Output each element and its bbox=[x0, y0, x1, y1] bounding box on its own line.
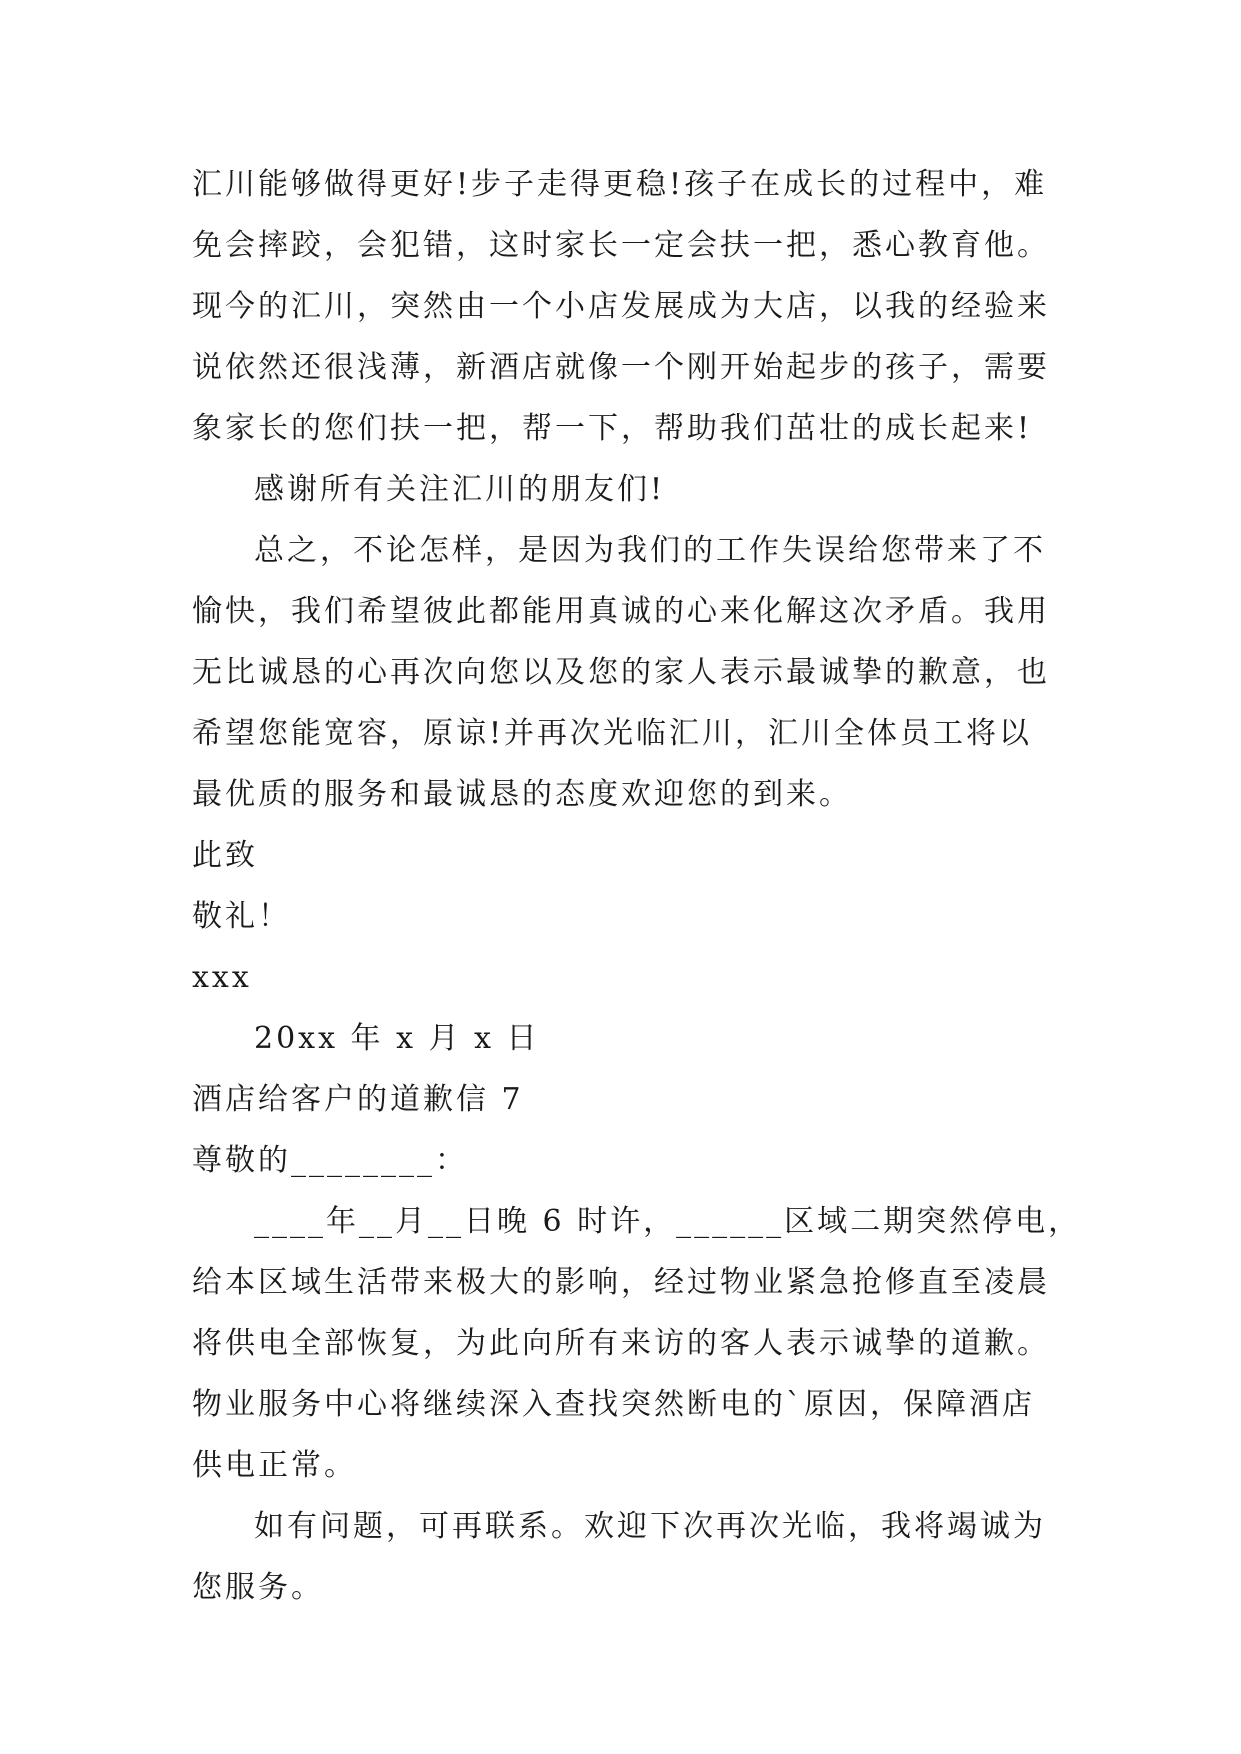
body-line: 最优质的服务和最诚恳的态度欢迎您的到来。 bbox=[192, 777, 852, 812]
body-line: 将供电全部恢复，为此向所有来访的客人表示诚挚的道歉。 bbox=[192, 1326, 1050, 1361]
body-line: 感谢所有关注汇川的朋友们! bbox=[254, 472, 666, 507]
body-line: 物业服务中心将继续深入查找突然断电的`原因，保障酒店 bbox=[192, 1387, 1035, 1422]
body-line: 象家长的您们扶一把，帮一下，帮助我们茁壮的成长起来! bbox=[192, 411, 1033, 446]
section-heading: 酒店给客户的道歉信 7 bbox=[192, 1082, 524, 1117]
body-line: ____年__月__日晚 6 时许，______区域二期突然停电， bbox=[254, 1204, 1082, 1239]
body-line: 总之，不论怎样，是因为我们的工作失误给您带来了不 bbox=[254, 533, 1046, 568]
body-line: 愉快，我们希望彼此都能用真诚的心来化解这次矛盾。我用 bbox=[192, 594, 1050, 629]
body-line: 说依然还很浅薄，新酒店就像一个刚开始起步的孩子，需要 bbox=[192, 350, 1050, 385]
body-line: 如有问题，可再联系。欢迎下次再次光临，我将竭诚为 bbox=[254, 1509, 1046, 1544]
closing-line: 敬礼！ bbox=[192, 899, 291, 934]
body-line: 给本区域生活带来极大的影响，经过物业紧急抢修直至凌晨 bbox=[192, 1265, 1050, 1300]
date-line: 20xx 年 x 月 x 日 bbox=[254, 1021, 540, 1056]
body-line: 免会摔跤，会犯错，这时家长一定会扶一把，悉心教育他。 bbox=[192, 228, 1050, 263]
body-line: 您服务。 bbox=[192, 1570, 324, 1605]
signature-line: xxx bbox=[192, 960, 252, 995]
body-line: 希望您能宽容，原谅!并再次光临汇川，汇川全体员工将以 bbox=[192, 716, 1033, 751]
body-line: 供电正常。 bbox=[192, 1448, 357, 1483]
salutation-line: 尊敬的________： bbox=[192, 1143, 468, 1178]
body-line: 汇川能够做得更好!步子走得更稳!孩子在成长的过程中，难 bbox=[192, 167, 1048, 202]
body-line: 现今的汇川，突然由一个小店发展成为大店，以我的经验来 bbox=[192, 289, 1050, 324]
body-line: 无比诚恳的心再次向您以及您的家人表示最诚挚的歉意，也 bbox=[192, 655, 1050, 690]
closing-line: 此致 bbox=[192, 838, 258, 873]
